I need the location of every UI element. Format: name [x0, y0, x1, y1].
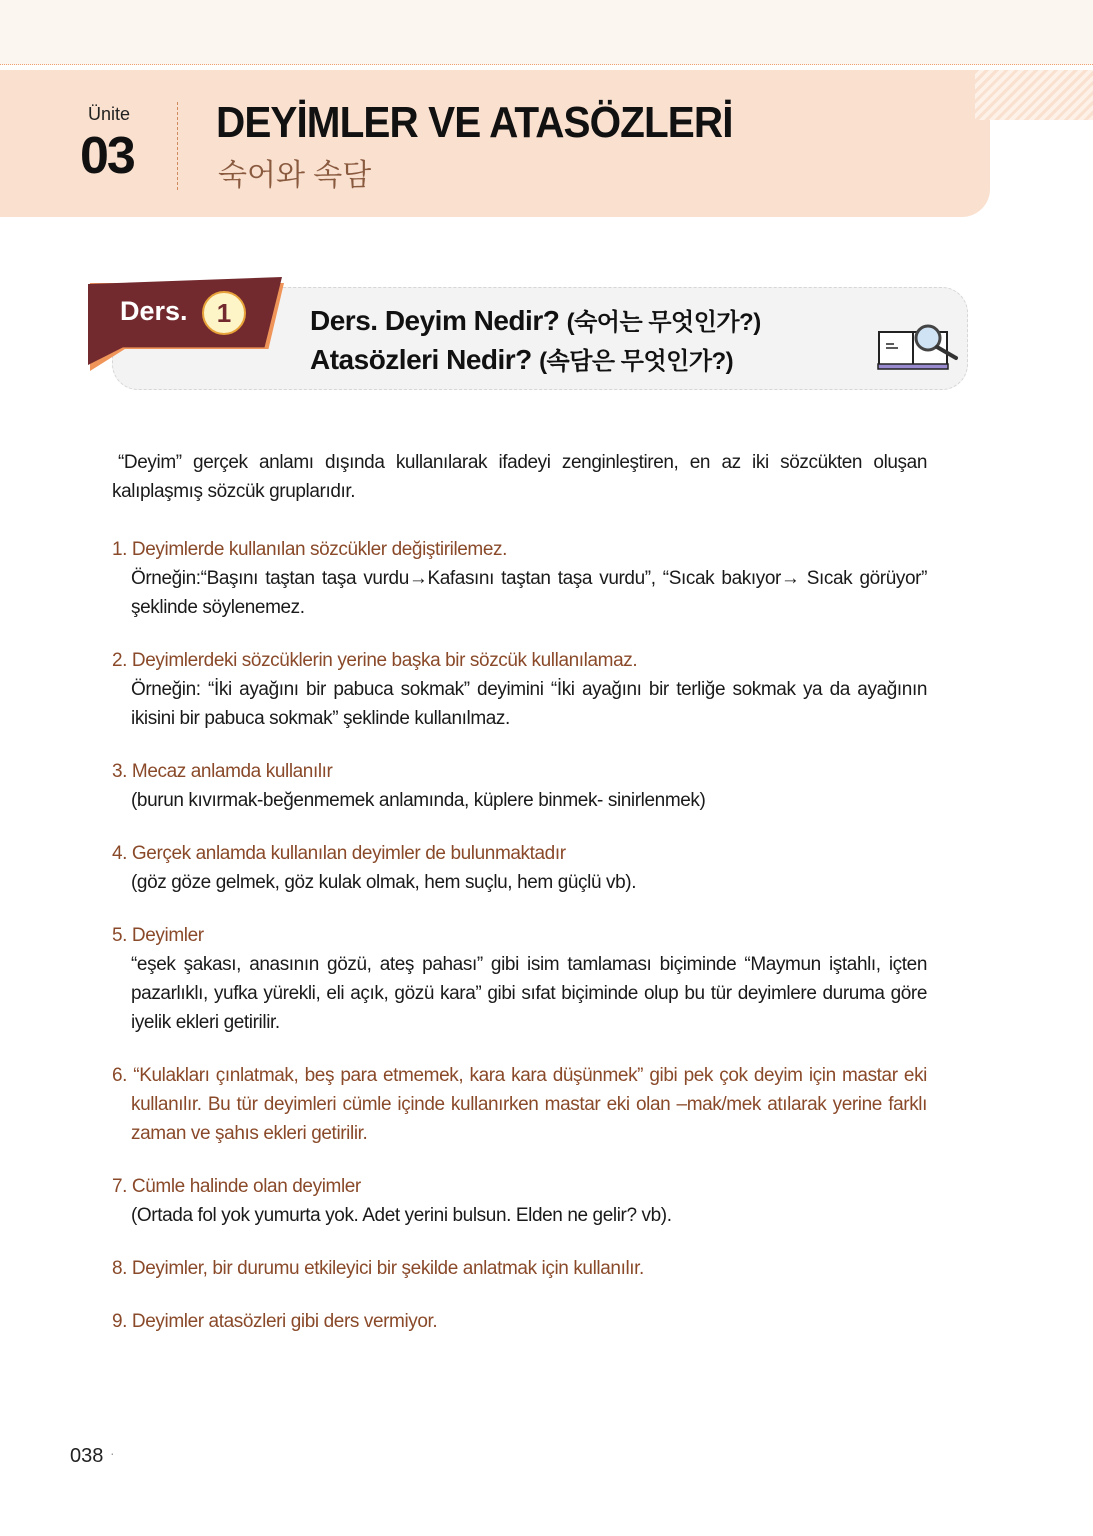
book-magnifier-icon	[876, 322, 960, 370]
lesson-title-korean: (숙어는 무엇인가?)	[566, 309, 761, 336]
ribbon-number-badge: 1	[202, 291, 246, 335]
item-title: 7. Cümle halinde olan deyimler	[112, 1176, 361, 1197]
list-item	[112, 646, 927, 733]
unit-divider	[177, 102, 178, 190]
unit-title: DEYİMLER VE ATASÖZLERİ	[216, 98, 733, 147]
item-title: 8. Deyimler, bir durumu etkileyici bir şekilde anlatmak için kullanılır.	[112, 1258, 644, 1279]
list-item	[112, 1061, 927, 1148]
decorative-stripes	[975, 70, 1093, 120]
list-item	[112, 535, 927, 622]
item-body: (Ortada fol yok yumurta yok. Adet yerini bulsun. Elden ne gelir? vb).	[131, 1205, 672, 1226]
lesson-title-line2	[310, 341, 733, 376]
intro-paragraph: “Deyim” gerçek anlamı dışında kullanılarak ifadeyi zenginleştiren, en az iki sözcükten oluşan kalıplaşmış sözcük gruplarıdır.	[112, 452, 927, 502]
lesson-title-korean: (속담은 무엇인가?)	[539, 348, 734, 375]
lesson-title-text: Ders. Deyim Nedir?	[310, 305, 560, 336]
item-body: (göz göze gelmek, göz kulak olmak, hem suçlu, hem güçlü vb).	[131, 872, 637, 893]
item-body: Örneğin:“Başını taştan taşa vurdu→Kafasını taştan taşa vurdu”, “Sıcak bakıyor→ Sıcak görüyor” şeklinde söylenemez.	[131, 568, 927, 618]
list-item	[112, 921, 927, 1037]
item-title: 2. Deyimlerdeki sözcüklerin yerine başka bir sözcük kullanılamaz.	[112, 650, 638, 671]
lesson-content	[112, 448, 927, 1360]
list-item	[112, 1172, 927, 1230]
page-number-dot: ·	[110, 1445, 115, 1461]
item-title: 5. Deyimler	[112, 925, 204, 946]
unit-number: 03	[80, 127, 134, 185]
list-item	[112, 839, 927, 897]
lesson-title-line1	[310, 302, 761, 337]
ribbon-label: Ders.	[120, 296, 188, 326]
item-body: (burun kıvırmak-beğenmemek anlamında, küplere binmek- sinirlenmek)	[131, 790, 706, 811]
unit-label: Ünite	[88, 104, 131, 124]
lesson-title-text: Atasözleri Nedir?	[310, 344, 532, 375]
item-title: 6. “Kulakları çınlatmak, beş para etmemek, kara kara düşünmek” gibi pek çok deyim için mastar eki kullanılır. Bu tür deyimleri cümle içinde kullanırken mastar eki olan –mak/mek atılarak yerine farklı zaman ve şahıs ekleri getirilir.	[112, 1065, 927, 1144]
item-title: 1. Deyimlerde kullanılan sözcükler değiştirilemez.	[112, 539, 508, 560]
item-title: 9. Deyimler atasözleri gibi ders vermiyor.	[112, 1311, 438, 1332]
item-title: 3. Mecaz anlamda kullanılır	[112, 761, 333, 782]
page-number: 038	[70, 1445, 104, 1467]
list-item	[112, 1307, 927, 1336]
top-band	[0, 0, 1093, 65]
item-body: Örneğin: “İki ayağını bir pabuca sokmak” deyimini “İki ayağını bir terliğe sokmak ya da ayağının ikisini bir pabuca sokmak” şeklinde kullanılmaz.	[131, 679, 927, 729]
unit-subtitle: 숙어와 속담	[218, 159, 372, 192]
item-body: “eşek şakası, anasının gözü, ateş pahası” gibi isim tamlaması biçiminde “Maymun iştahlı, içten pazarlıklı, yufka yürekli, eli açık, gözü kara” gibi sıfat biçiminde olup bu tür deyimlere duruma göre iyelik ekleri getirilir.	[131, 954, 927, 1033]
list-item	[112, 757, 927, 815]
item-title: 4. Gerçek anlamda kullanılan deyimler de bulunmaktadır	[112, 843, 566, 864]
list-item	[112, 1254, 927, 1283]
